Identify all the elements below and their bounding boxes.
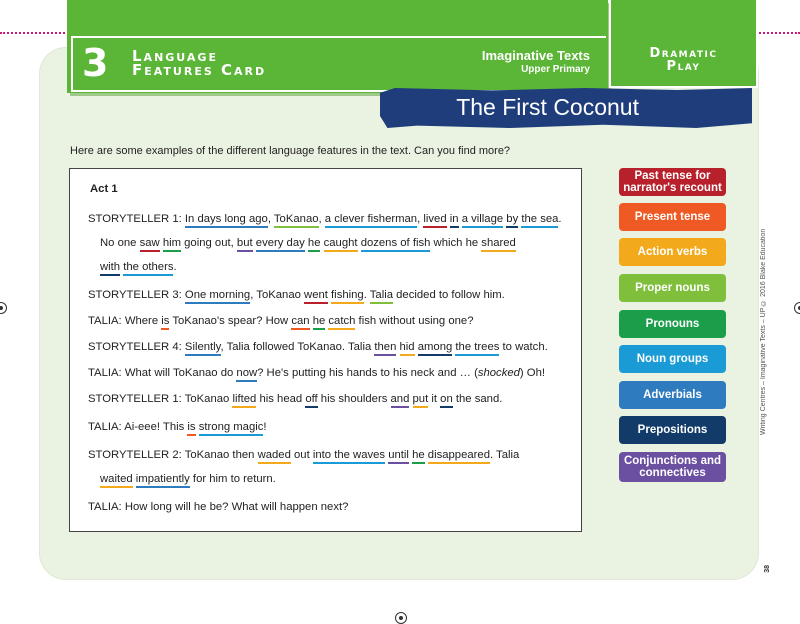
text-type: Imaginative Texts: [481, 48, 590, 63]
action-verb: catch: [328, 315, 355, 330]
preposition: on: [440, 393, 453, 408]
script-line: STORYTELLER 1: In days long ago, ToKanao, a clever fisherman, lived in a village by the sea.: [88, 213, 562, 225]
adverbial: impatiently: [136, 473, 190, 488]
script-text-box: [69, 168, 582, 532]
preposition: off: [305, 393, 317, 408]
conjunction: until: [388, 449, 409, 464]
action-verb: fishing: [331, 289, 364, 304]
action-verb: caught: [324, 237, 358, 252]
category-tab-label: [609, 47, 758, 73]
story-title: The First Coconut: [456, 94, 639, 120]
action-verb: lifted: [232, 393, 256, 408]
adverbial: Silently: [185, 341, 221, 356]
legend-pronouns: Pronouns: [619, 310, 726, 338]
connective: then: [374, 341, 396, 356]
legend-conjunctions: Conjunctions and connectives: [619, 452, 726, 482]
pronoun: him: [163, 237, 181, 252]
preposition: in: [450, 213, 459, 228]
card-title-line2: Features Card: [132, 61, 267, 79]
noun-group: dozens of fish: [361, 237, 431, 252]
present-tense: is: [161, 315, 169, 330]
action-verb: waited: [100, 473, 133, 488]
script-line: STORYTELLER 2: ToKanao then waded out into the waves until he disappeared. Talia: [88, 449, 519, 461]
legend-action-verbs: Action verbs: [619, 238, 726, 266]
card-title: [132, 49, 266, 77]
legend-prepositions: Prepositions: [619, 416, 726, 444]
header-subtitle: [482, 48, 590, 77]
script-line: TALIA: What will ToKanao do now? He's putting his hands to his neck and … (shocked) Oh!: [88, 367, 545, 379]
pronoun: he: [412, 449, 425, 464]
noun-group: into the waves: [313, 449, 385, 464]
card-number: 3: [82, 41, 109, 85]
script-line: TALIA: Where is ToKanao's spear? How can he catch fish without using one?: [88, 315, 474, 327]
adverbial: In days long ago: [185, 213, 268, 228]
legend-proper-nouns: Proper nouns: [619, 274, 726, 302]
preposition: among: [418, 341, 453, 356]
action-verb: put: [413, 393, 429, 408]
script-line: STORYTELLER 1: ToKanao lifted his head off his shoulders and put it on the sand.: [88, 393, 502, 405]
page-number: 38: [764, 565, 771, 573]
present-tense: can: [291, 315, 309, 330]
action-verb: shared: [481, 237, 516, 252]
proper-noun: ToKanao: [274, 213, 319, 228]
intro-text: Here are some examples of the different language features in the text. Can you find more?: [70, 145, 511, 157]
script-line: STORYTELLER 3: One morning, ToKanao went fishing. Talia decided to follow him.: [88, 289, 505, 301]
adverbial: now: [236, 367, 257, 382]
past-tense: went: [304, 289, 328, 304]
noun-group: a clever fisherman: [325, 213, 417, 228]
registration-mark-right: [794, 302, 800, 314]
act-heading: Act 1: [90, 183, 118, 195]
preposition: with: [100, 261, 120, 276]
script-line: with the others.: [100, 261, 177, 273]
script-line: waited impatiently for him to return.: [100, 473, 276, 485]
registration-mark-bottom: [395, 612, 407, 624]
category-tab: [609, 0, 758, 88]
past-tense: lived: [423, 213, 446, 228]
legend-past-tense: Past tense for narrator's recount: [619, 168, 726, 196]
legend-present-tense: Present tense: [619, 203, 726, 231]
noun-group: the trees: [455, 341, 499, 356]
pronoun: he: [313, 315, 326, 330]
present-tense: is: [187, 421, 195, 436]
preposition: by: [506, 213, 518, 228]
copyright-text: Writing Centres – Imaginative Texts – UP © 2016 Blake Education: [760, 228, 767, 435]
adverbial: every day: [256, 237, 305, 252]
action-verb: hid: [400, 341, 415, 356]
adverbial: One morning: [185, 289, 250, 304]
pronoun: he: [308, 237, 321, 252]
noun-group: the others: [123, 261, 173, 276]
action-verb: disappeared: [428, 449, 490, 464]
registration-mark-left: [0, 302, 7, 314]
card-title-line1: Language: [132, 47, 218, 65]
category-tab-line1: Dramatic: [649, 46, 718, 61]
script-line: STORYTELLER 4: Silently, Talia followed ToKanao. Talia then hid among the trees to watch.: [88, 341, 548, 353]
noun-group: strong magic: [199, 421, 264, 436]
proper-noun: Talia: [370, 289, 393, 304]
conjunction: but: [237, 237, 253, 252]
past-tense: saw: [140, 237, 160, 252]
legend-noun-groups: Noun groups: [619, 345, 726, 373]
year-level: Upper Primary: [521, 64, 590, 75]
conjunction: and: [391, 393, 410, 408]
legend-adverbials: Adverbials: [619, 381, 726, 409]
category-tab-line2: Play: [666, 59, 701, 74]
action-verb: waded: [258, 449, 291, 464]
script-line: No one saw him going out, but every day he caught dozens of fish which he shared: [100, 237, 516, 249]
noun-group: the sea: [521, 213, 558, 228]
noun-group: a village: [462, 213, 503, 228]
script-line: TALIA: Ai-eee! This is strong magic!: [88, 421, 267, 433]
script-line: TALIA: How long will he be? What will happen next?: [88, 501, 349, 513]
